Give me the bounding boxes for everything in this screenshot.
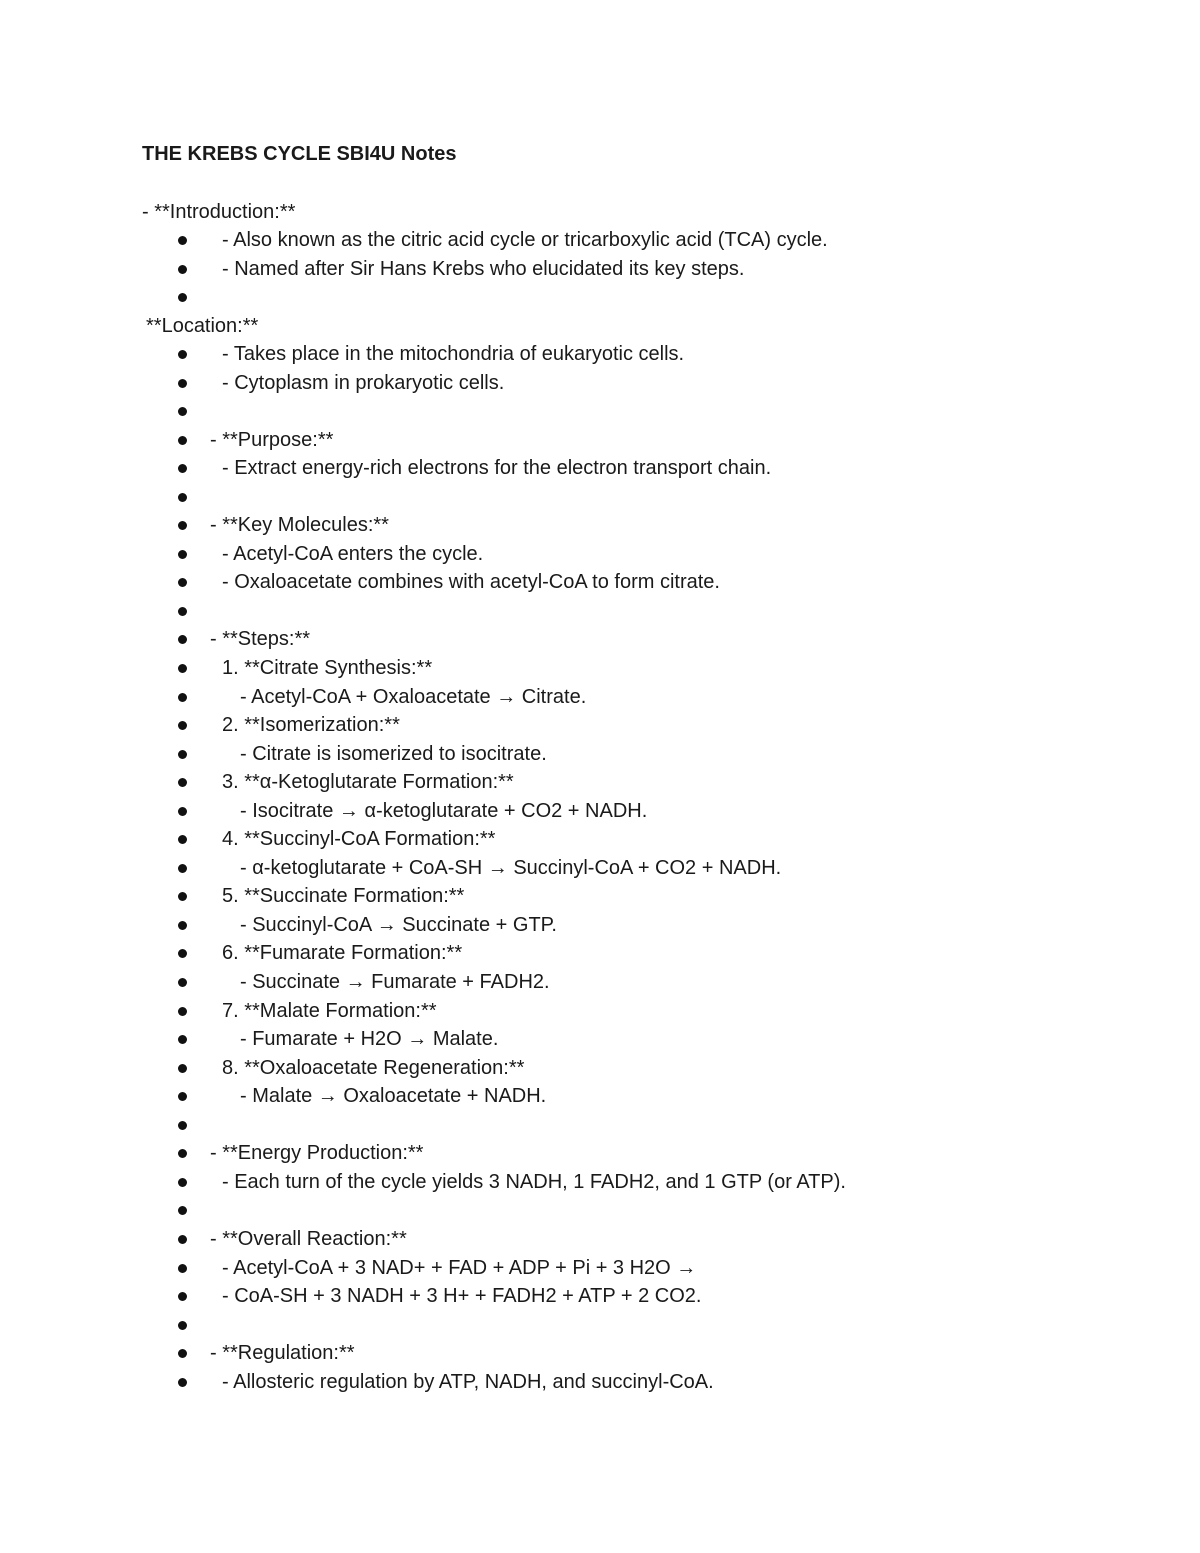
list-item xyxy=(0,825,1200,854)
step-title: 5. **Succinate Formation:** xyxy=(222,885,465,908)
list-item xyxy=(0,968,1200,997)
step-detail: - Acetyl-CoA + Oxaloacetate → Citrate. xyxy=(240,685,587,708)
bullet-icon xyxy=(178,664,187,673)
step-title: 3. **α-Ketoglutarate Formation:** xyxy=(222,771,514,794)
bullet-icon xyxy=(178,1235,187,1244)
bullet-icon xyxy=(178,236,187,245)
list-item xyxy=(0,939,1200,968)
notes-list xyxy=(0,340,1200,1396)
bullet-icon xyxy=(178,1292,187,1301)
bullet-icon xyxy=(178,1149,187,1158)
step-title: 2. **Isomerization:** xyxy=(222,714,400,737)
bullet-icon xyxy=(178,550,187,559)
list-item xyxy=(0,797,1200,826)
bullet-icon xyxy=(178,1264,187,1273)
list-item xyxy=(0,1082,1200,1111)
bullet-icon xyxy=(178,750,187,759)
list-item-text: - Extract energy-rich electrons for the electron transport chain. xyxy=(222,457,772,480)
bullet-icon xyxy=(178,464,187,473)
introduction-heading: - **Introduction:** xyxy=(142,201,296,223)
list-item xyxy=(0,511,1200,540)
step-title: 8. **Oxaloacetate Regeneration:** xyxy=(222,1056,525,1079)
list-item-text: - Each turn of the cycle yields 3 NADH, 1 FADH2, and 1 GTP (or ATP). xyxy=(222,1170,846,1193)
list-item-text: - Takes place in the mitochondria of eukaryotic cells. xyxy=(222,343,685,365)
list-item xyxy=(0,1282,1200,1311)
list-item xyxy=(0,711,1200,740)
list-item xyxy=(0,1054,1200,1083)
reaction-reactants: - Acetyl-CoA + 3 NAD+ + FAD + ADP + Pi + 3 H2O → xyxy=(222,1256,697,1279)
reaction-products: - CoA-SH + 3 NADH + 3 H+ + FADH2 + ATP + 2 CO2. xyxy=(222,1285,702,1308)
list-item xyxy=(0,568,1200,597)
list-item xyxy=(0,397,1200,426)
regulation-heading: - **Regulation:** xyxy=(210,1342,355,1365)
bullet-icon xyxy=(178,293,187,302)
bullet-icon xyxy=(178,778,187,787)
location-heading: **Location:** xyxy=(146,315,259,337)
bullet-icon xyxy=(178,1007,187,1016)
document-title: THE KREBS CYCLE SBI4U Notes xyxy=(142,143,457,165)
list-item xyxy=(0,1196,1200,1225)
step-detail: - Succinyl-CoA → Succinate + GTP. xyxy=(240,913,557,936)
bullet-icon xyxy=(178,265,187,274)
key-molecules-heading: - **Key Molecules:** xyxy=(210,514,389,537)
list-item xyxy=(0,454,1200,483)
list-item xyxy=(0,740,1200,769)
list-item xyxy=(0,283,1200,312)
bullet-icon xyxy=(178,493,187,502)
list-item xyxy=(0,1225,1200,1254)
list-item xyxy=(0,625,1200,654)
list-item xyxy=(0,911,1200,940)
bullet-icon xyxy=(178,1121,187,1130)
step-detail: - Succinate → Fumarate + FADH2. xyxy=(240,971,550,994)
list-item xyxy=(0,997,1200,1026)
list-item-text: - Acetyl-CoA enters the cycle. xyxy=(222,542,484,565)
list-item xyxy=(0,854,1200,883)
list-item xyxy=(0,426,1200,455)
list-item-text: - Cytoplasm in prokaryotic cells. xyxy=(222,371,505,394)
list-item xyxy=(0,255,1200,284)
bullet-icon xyxy=(178,864,187,873)
step-detail: - α-ketoglutarate + CoA-SH → Succinyl-CoA + CO2 + NADH. xyxy=(240,856,782,879)
list-item xyxy=(0,768,1200,797)
bullet-icon xyxy=(178,350,187,359)
list-item xyxy=(0,1025,1200,1054)
bullet-icon xyxy=(178,1378,187,1387)
step-detail: - Isocitrate → α-ketoglutarate + CO2 + NADH. xyxy=(240,799,648,822)
bullet-icon xyxy=(178,1064,187,1073)
purpose-heading: - **Purpose:** xyxy=(210,428,334,451)
bullet-icon xyxy=(178,721,187,730)
list-item xyxy=(0,1139,1200,1168)
list-item xyxy=(0,483,1200,512)
bullet-icon xyxy=(178,635,187,644)
list-item xyxy=(0,683,1200,712)
list-item xyxy=(0,540,1200,569)
step-title: 4. **Succinyl-CoA Formation:** xyxy=(222,828,496,851)
list-item-text: - Allosteric regulation by ATP, NADH, and succinyl-CoA. xyxy=(222,1370,714,1393)
list-item xyxy=(0,1111,1200,1140)
list-item-text: - Named after Sir Hans Krebs who elucidated its key steps. xyxy=(222,257,745,280)
list-item xyxy=(0,1368,1200,1397)
bullet-icon xyxy=(178,1349,187,1358)
bullet-icon xyxy=(178,921,187,930)
list-item xyxy=(0,1339,1200,1368)
step-title: 1. **Citrate Synthesis:** xyxy=(222,657,433,680)
bullet-icon xyxy=(178,521,187,530)
overall-reaction-heading: - **Overall Reaction:** xyxy=(210,1227,407,1250)
bullet-icon xyxy=(178,607,187,616)
bullet-icon xyxy=(178,978,187,987)
list-item xyxy=(0,340,1200,369)
step-detail: - Fumarate + H2O → Malate. xyxy=(240,1028,499,1051)
bullet-icon xyxy=(178,892,187,901)
list-item xyxy=(0,1168,1200,1197)
list-item-text: - Also known as the citric acid cycle or tricarboxylic acid (TCA) cycle. xyxy=(222,229,828,251)
list-item-text: - Oxaloacetate combines with acetyl-CoA to form citrate. xyxy=(222,571,720,594)
bullet-icon xyxy=(178,949,187,958)
list-item xyxy=(0,1254,1200,1283)
bullet-icon xyxy=(178,407,187,416)
steps-heading: - **Steps:** xyxy=(210,628,311,651)
list-item xyxy=(0,597,1200,626)
list-item xyxy=(0,369,1200,398)
introduction-list xyxy=(0,226,1200,312)
step-detail: - Malate → Oxaloacetate + NADH. xyxy=(240,1085,547,1108)
list-item xyxy=(0,226,1200,255)
bullet-icon xyxy=(178,578,187,587)
bullet-icon xyxy=(178,1206,187,1215)
step-title: 6. **Fumarate Formation:** xyxy=(222,942,463,965)
bullet-icon xyxy=(178,835,187,844)
step-title: 7. **Malate Formation:** xyxy=(222,999,437,1022)
step-detail: - Citrate is isomerized to isocitrate. xyxy=(240,742,547,765)
bullet-icon xyxy=(178,436,187,445)
list-item xyxy=(0,1311,1200,1340)
bullet-icon xyxy=(178,379,187,388)
bullet-icon xyxy=(178,807,187,816)
bullet-icon xyxy=(178,693,187,702)
bullet-icon xyxy=(178,1092,187,1101)
bullet-icon xyxy=(178,1178,187,1187)
list-item xyxy=(0,654,1200,683)
bullet-icon xyxy=(178,1321,187,1330)
energy-production-heading: - **Energy Production:** xyxy=(210,1142,424,1165)
bullet-icon xyxy=(178,1035,187,1044)
list-item xyxy=(0,882,1200,911)
